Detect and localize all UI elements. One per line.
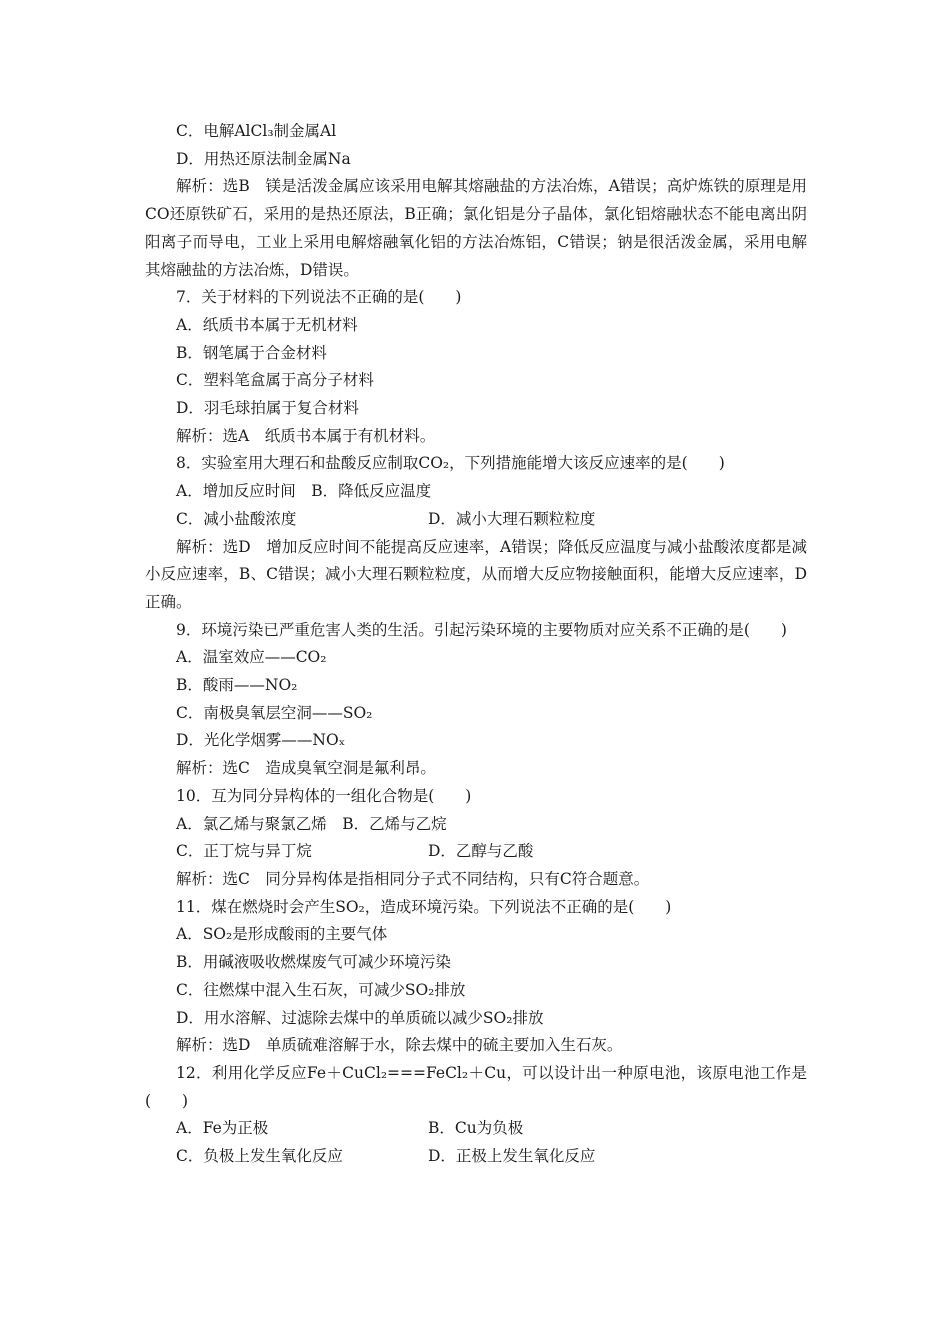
- q8-option-d: D．减小大理石颗粒粒度: [428, 509, 596, 528]
- q11-option-a: A．SO₂是形成酸雨的主要气体: [176, 925, 388, 944]
- q9-option-d: D．光化学烟雾——NOₓ: [176, 731, 346, 750]
- q9-stem: 9．环境污染已严重危害人类的生活。引起污染环境的主要物质对应关系不正确的是( ): [176, 620, 787, 639]
- q8-options-cd: [145, 506, 807, 534]
- q9-option-b: B．酸雨——NO₂: [176, 676, 298, 695]
- q10-stem: 10．互为同分异构体的一组化合物是( ): [176, 786, 472, 805]
- q8-option-c: C．减小盐酸浓度: [176, 509, 297, 528]
- q12-option-a: A．Fe为正极: [176, 1119, 269, 1138]
- q12-stem: 12．利用化学反应Fe＋CuCl₂===FeCl₂＋Cu，可以设计出一种原电池，该原电池工作是( ): [145, 1063, 807, 1110]
- q10-option-c: C．正丁烷与异丁烷: [176, 842, 312, 861]
- q7-option-a: A．纸质书本属于无机材料: [176, 315, 358, 334]
- q8-stem: 8．实验室用大理石和盐酸反应制取CO₂，下列措施能增大该反应速率的是( ): [176, 454, 725, 473]
- q10-analysis: 解析：选C 同分异构体是指相同分子式不同结构，只有C符合题意。: [176, 869, 650, 888]
- q7-option-b: B．钢笔属于合金材料: [176, 343, 327, 362]
- q8-analysis: 解析：选D 增加反应时间不能提高反应速率，A错误；降低反应温度与减小盐酸浓度都是减小反应速率，B、C错误；减小大理石颗粒粒度，从而增大反应物接触面积，能增大反应速率，D正确。: [145, 537, 807, 611]
- q7-option-c: C．塑料笔盒属于高分子材料: [176, 371, 374, 390]
- q9-option-c: C．南极臭氧层空洞——SO₂: [176, 703, 373, 722]
- q6-analysis: 解析：选B 镁是活泼金属应该采用电解其熔融盐的方法冶炼，A错误；高炉炼铁的原理是用CO还原铁矿石，采用的是热还原法，B正确；氯化铝是分子晶体，氯化铝熔融状态不能电离出阴阳离子而导电，工业上采用电解熔融氧化铝的方法冶炼铝，C错误；钠是很活泼金属，采用电解其熔融盐的方法冶炼，D错误。: [145, 177, 807, 279]
- q11-option-d: D．用水溶解、过滤除去煤中的单质硫以减少SO₂排放: [176, 1008, 544, 1027]
- q10-options-ab: A．氯乙烯与聚氯乙烯 B．乙烯与乙烷: [176, 814, 447, 833]
- q7-option-d: D．羽毛球拍属于复合材料: [176, 399, 359, 418]
- q12-option-b: B．Cu为负极: [428, 1119, 524, 1138]
- q8-options-ab: A．增加反应时间 B．降低反应温度: [176, 482, 432, 501]
- q11-option-b: B．用碱液吸收燃煤废气可减少环境污染: [176, 953, 451, 972]
- q11-stem: 11．煤在燃烧时会产生SO₂，造成环境污染。下列说法不正确的是( ): [176, 897, 672, 916]
- q10-option-d: D．乙醇与乙酸: [428, 842, 534, 861]
- q11-analysis: 解析：选D 单质硫难溶解于水，除去煤中的硫主要加入生石灰。: [176, 1036, 623, 1055]
- q6-option-c: C．电解AlCl₃制金属Al: [176, 122, 337, 140]
- q12-options-cd: [145, 1143, 807, 1171]
- q9-analysis: 解析：选C 造成臭氧空洞是氟利昂。: [176, 759, 436, 778]
- q12-option-d: D．正极上发生氧化反应: [428, 1147, 596, 1166]
- q9-option-a: A．温室效应——CO₂: [176, 648, 327, 667]
- q12-options-ab: [145, 1115, 807, 1143]
- q11-option-c: C．往燃煤中混入生石灰，可减少SO₂排放: [176, 980, 466, 999]
- q10-options-cd: [145, 838, 807, 866]
- q6-option-d: D．用热还原法制金属Na: [176, 149, 351, 168]
- q7-stem: 7．关于材料的下列说法不正确的是( ): [176, 288, 462, 307]
- document-page: [145, 118, 807, 1171]
- q12-option-c: C．负极上发生氧化反应: [176, 1147, 343, 1166]
- q7-analysis: 解析：选A 纸质书本属于有机材料。: [176, 426, 436, 445]
